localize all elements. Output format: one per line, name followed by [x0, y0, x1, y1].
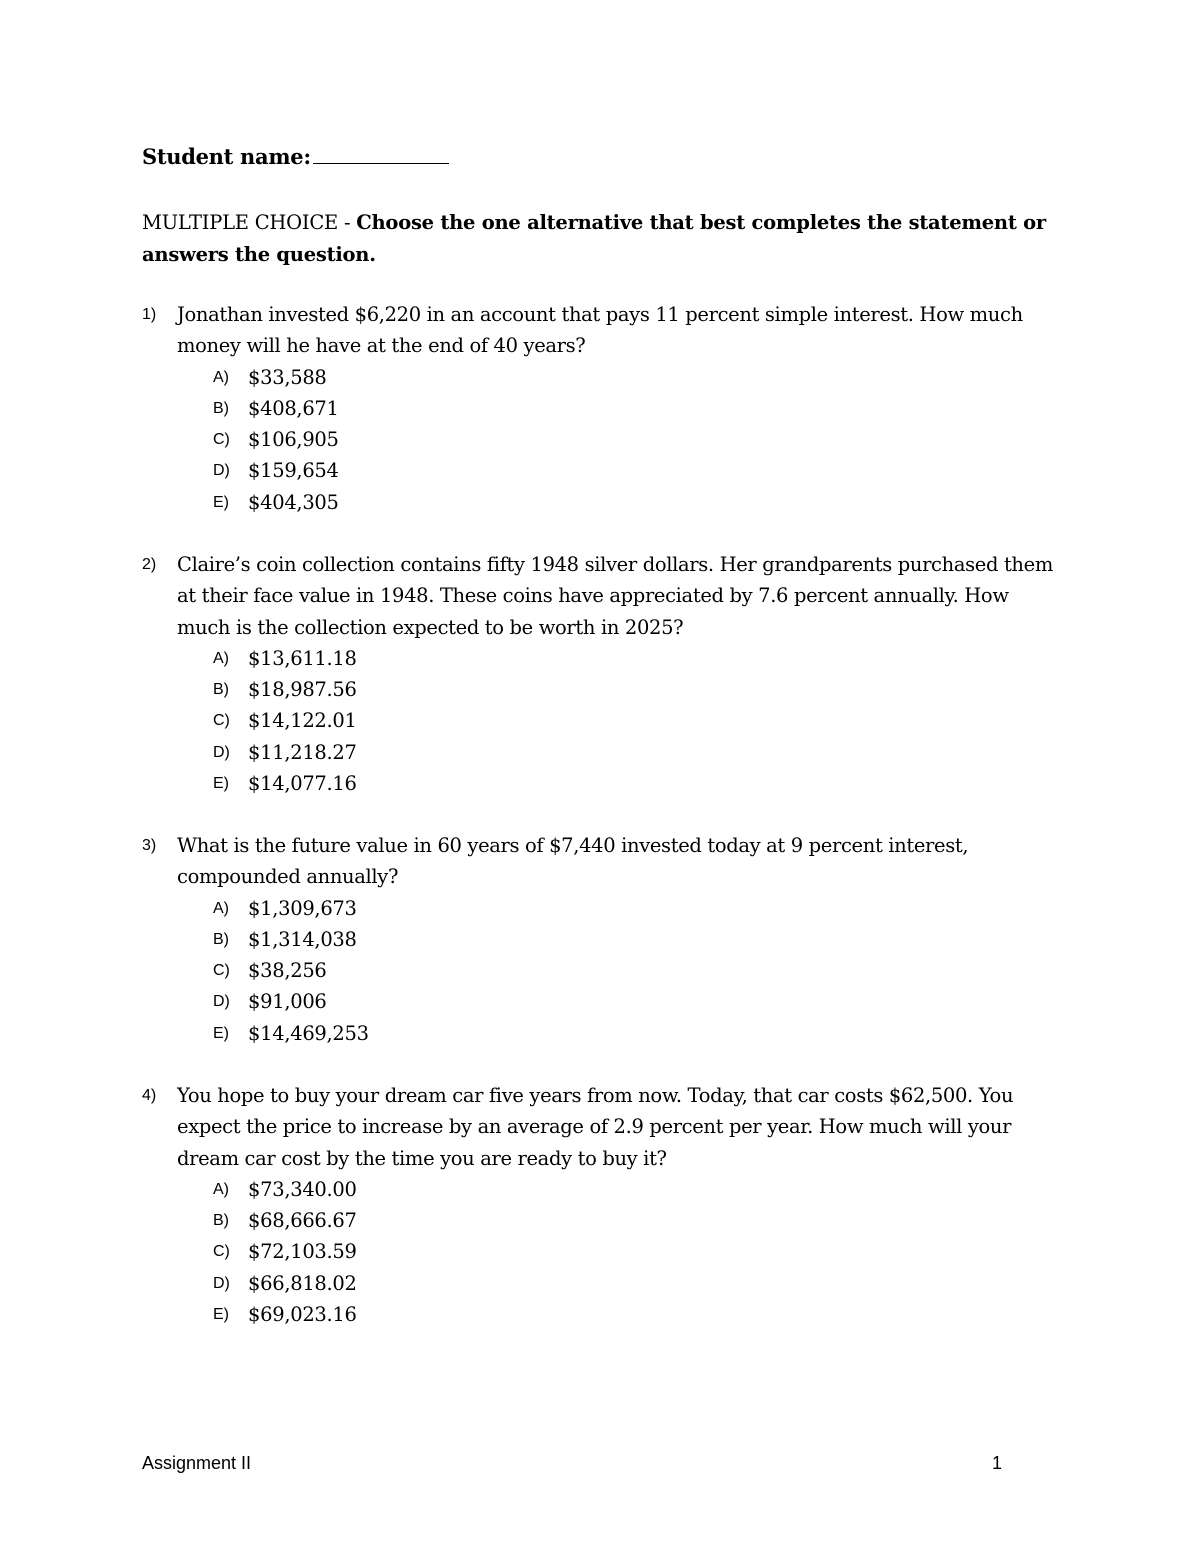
- option-letter: C): [213, 962, 230, 980]
- question-1: [142, 299, 1072, 518]
- answer-option-e: [142, 1018, 1072, 1049]
- question-number: 4): [142, 1087, 157, 1104]
- option-value: $14,469,253: [248, 1021, 369, 1045]
- answer-option-a: [142, 643, 1072, 674]
- answer-option-c: [142, 705, 1072, 736]
- answer-option-a: [142, 893, 1072, 924]
- option-value: $13,611.18: [248, 646, 357, 670]
- option-value: $73,340.00: [248, 1177, 357, 1201]
- option-value: $14,122.01: [248, 709, 357, 733]
- option-letter: C): [213, 1243, 230, 1261]
- question-text: Claire’s coin collection contains fifty 1948 silver dollars. Her grandparents purchased them at their face value in 1948. These coins have appreciated by 7.6 percent annually. How much is the collection expected to be worth in 2025?: [177, 553, 1053, 639]
- option-letter: D): [213, 462, 230, 480]
- answer-option-b: [142, 1205, 1072, 1236]
- option-value: $33,588: [248, 365, 327, 389]
- answer-option-b: [142, 393, 1072, 424]
- option-value: $91,006: [248, 990, 327, 1014]
- instructions: [142, 207, 1062, 270]
- option-letter: C): [213, 712, 230, 730]
- option-value: $38,256: [248, 959, 327, 983]
- question-text: You hope to buy your dream car five years from now. Today, that car costs $62,500. You expect the price to increase by an average of 2.9 percent per year. How much will your dream car cost by the time you are ready to buy it?: [177, 1084, 1014, 1170]
- instructions-text: Choose the one alternative that best completes the statement or answers the question.: [142, 211, 1046, 266]
- answer-option-d: [142, 455, 1072, 486]
- question-text: Jonathan invested $6,220 in an account that pays 11 percent simple interest. How much money will he have at the end of 40 years?: [177, 303, 1023, 358]
- option-letter: A): [213, 899, 229, 917]
- answer-option-b: [142, 674, 1072, 705]
- question-2: [142, 549, 1072, 799]
- option-letter: B): [213, 681, 229, 699]
- option-value: $14,077.16: [248, 772, 357, 796]
- option-value: $106,905: [248, 428, 339, 452]
- option-letter: D): [213, 993, 230, 1011]
- option-value: $69,023.16: [248, 1303, 357, 1327]
- answer-option-e: [142, 487, 1072, 518]
- option-letter: D): [213, 1274, 230, 1292]
- option-letter: A): [213, 368, 229, 386]
- option-letter: A): [213, 1180, 229, 1198]
- answer-option-d: [142, 1268, 1072, 1299]
- answer-option-e: [142, 1299, 1072, 1330]
- question-number: 3): [142, 837, 157, 854]
- answer-option-b: [142, 924, 1072, 955]
- footer-page-number: 1: [991, 1453, 1002, 1473]
- option-value: $1,314,038: [248, 927, 357, 951]
- option-value: $66,818.02: [248, 1271, 357, 1295]
- answer-option-a: [142, 362, 1072, 393]
- answer-option-c: [142, 1236, 1072, 1267]
- answer-options: [142, 362, 1072, 518]
- answer-options: [142, 1174, 1072, 1330]
- student-name-line: [142, 143, 449, 169]
- answer-options: [142, 893, 1072, 1049]
- option-letter: B): [213, 1212, 229, 1230]
- option-value: $408,671: [248, 396, 339, 420]
- question-4: [142, 1080, 1072, 1330]
- option-value: $404,305: [248, 490, 339, 514]
- option-letter: D): [213, 743, 230, 761]
- answer-option-c: [142, 424, 1072, 455]
- option-letter: E): [213, 1306, 229, 1324]
- student-name-label: Student name:: [142, 144, 311, 169]
- answer-option-d: [142, 986, 1072, 1017]
- option-value: $72,103.59: [248, 1240, 357, 1264]
- question-number: 2): [142, 556, 157, 573]
- question-number: 1): [142, 306, 157, 323]
- answer-option-a: [142, 1174, 1072, 1205]
- footer-assignment-label: Assignment II: [142, 1453, 252, 1473]
- option-letter: E): [213, 1024, 229, 1042]
- option-letter: E): [213, 775, 229, 793]
- answer-option-c: [142, 955, 1072, 986]
- option-value: $159,654: [248, 459, 339, 483]
- option-value: $11,218.27: [248, 740, 357, 764]
- option-letter: B): [213, 930, 229, 948]
- option-letter: E): [213, 493, 229, 511]
- question-3: [142, 830, 1072, 1049]
- option-value: $1,309,673: [248, 896, 357, 920]
- option-value: $68,666.67: [248, 1209, 357, 1233]
- question-text: What is the future value in 60 years of $7,440 invested today at 9 percent interest, compounded annually?: [177, 834, 969, 889]
- option-letter: B): [213, 399, 229, 417]
- option-value: $18,987.56: [248, 678, 357, 702]
- answer-option-d: [142, 737, 1072, 768]
- answer-option-e: [142, 768, 1072, 799]
- student-name-blank: [313, 143, 449, 164]
- answer-options: [142, 643, 1072, 799]
- option-letter: C): [213, 431, 230, 449]
- option-letter: A): [213, 649, 229, 667]
- instructions-lead: MULTIPLE CHOICE -: [142, 211, 351, 234]
